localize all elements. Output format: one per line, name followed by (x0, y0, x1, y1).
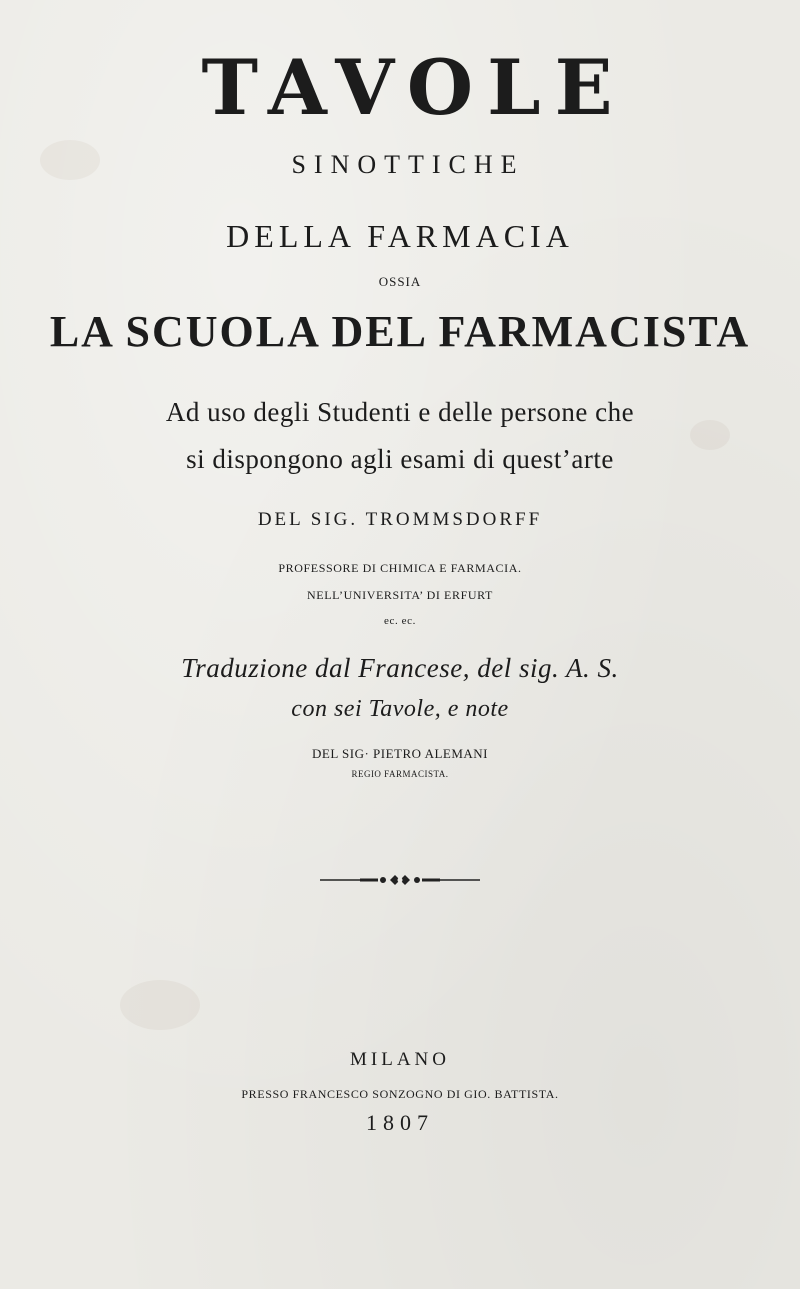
imprint-year: 1807 (366, 1110, 434, 1135)
main-title: TAVOLE (201, 43, 627, 132)
printer-ornament-icon (320, 872, 480, 888)
paper-stain (120, 980, 200, 1030)
imprint-city: MILANO (350, 1049, 450, 1070)
purpose-line-1: Ad uso degli Studenti e delle persone che (165, 397, 635, 427)
alternate-title: LA SCUOLA DEL FARMACISTA (49, 307, 751, 356)
translator-name: DEL SIG· PIETRO ALEMANI (311, 746, 489, 761)
imprint-publisher: PRESSO FRANCESCO SONZOGNO DI GIO. BATTISTA. (241, 1087, 559, 1101)
author-institution: NELL’UNIVERSITA’ DI ERFURT (307, 588, 493, 602)
author-etc: ec. ec. (384, 615, 416, 627)
conjunction-ossia: OSSIA (378, 274, 422, 289)
subtitle-farmacia: DELLA FARMACIA (226, 218, 574, 254)
translation-line-2: con sei Tavole, e note (291, 696, 509, 722)
translator-role: REGIO FARMACISTA. (351, 769, 449, 779)
purpose-line-2: si dispongono agli esami di quest’arte (186, 444, 614, 474)
translation-line-1: Traduzione dal Francese, del sig. A. S. (181, 653, 619, 683)
author-name: DEL SIG. TROMMSDORFF (257, 509, 543, 530)
subtitle-sinottiche: SINOTTICHE (291, 150, 525, 179)
author-role: PROFESSORE DI CHIMICA E FARMACIA. (278, 561, 522, 575)
